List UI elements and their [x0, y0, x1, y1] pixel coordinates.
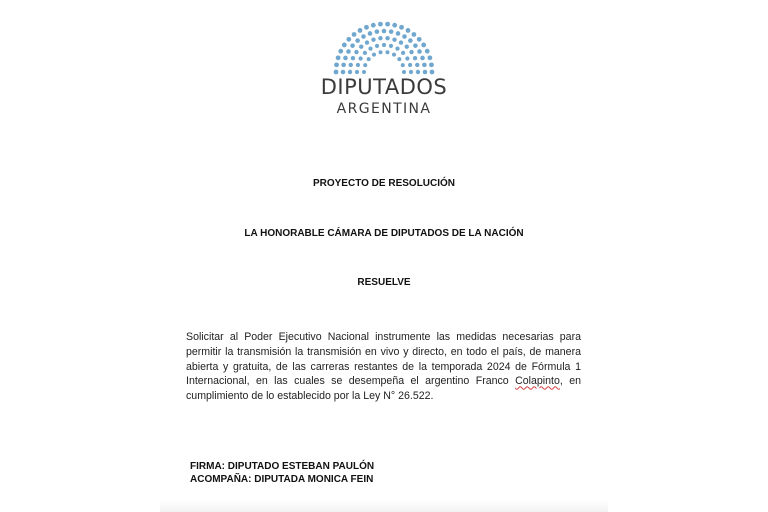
hemicycle-seat-dot [336, 55, 341, 60]
hemicycle-seat-dot [402, 70, 406, 74]
hemicycle-seat-dot [395, 47, 399, 51]
hemicycle-seat-dot [367, 57, 371, 61]
hemicycle-seat-dot [385, 22, 390, 27]
hemicycle-seat-dot [389, 29, 394, 34]
hemicycle-seat-dot [430, 70, 435, 75]
hemicycle-seat-dot [368, 47, 372, 51]
logo-subtitle: ARGENTINA [336, 101, 432, 117]
hemicycle-seat-dot [378, 22, 383, 27]
chamber-heading: LA HONORABLE CÁMARA DE DIPUTADOS DE LA NACIÓN [244, 228, 524, 239]
hemicycle-seat-dot [413, 56, 417, 60]
hemicycle-seat-dot [396, 31, 401, 36]
hemicycle-seat-dot [349, 63, 353, 67]
hemicycle-seat-dot [363, 63, 367, 67]
hemicycle-seat-dot [420, 56, 425, 61]
hemicycle-seat-dot [343, 56, 348, 61]
hemicycle-seat-dot [409, 50, 413, 54]
hemicycle-seat-dot [351, 56, 355, 60]
hemicycle-seat-dot [429, 62, 434, 67]
logo-title: DIPUTADOS [320, 75, 448, 99]
project-heading: PROYECTO DE RESOLUCIÓN [312, 178, 456, 189]
signature-acompana: ACOMPAÑA: DIPUTADA MONICA FEIN [190, 474, 374, 485]
hemicycle-seat-dot [363, 51, 367, 55]
hemicycle-seat-dot [385, 36, 389, 40]
hemicycle-seat-dot [417, 49, 422, 54]
hemicycle-seat-dot [423, 70, 428, 75]
hemicycle-seat-dot [412, 32, 417, 37]
hemicycle-seat-dot [355, 70, 359, 74]
hemicycle-seat-dot [399, 40, 403, 44]
hemicycle-seat-dot [401, 51, 405, 55]
hemicycle-seat-dot [371, 23, 376, 28]
hemicycle-seat-dot [375, 44, 379, 48]
hemicycle-seat-dot [408, 63, 412, 67]
hemicycle-seat-dot [352, 32, 357, 37]
hemicycle-seat-dot [341, 70, 346, 75]
hemicycle-seat-dot [378, 36, 382, 40]
hemicycle-seat-dot [379, 50, 383, 54]
hemicycle-seat-dot [392, 37, 396, 41]
hemicycle-seat-dot [421, 43, 426, 48]
hemicycle-seat-dot [334, 62, 339, 67]
hemicycle-seat-dot [342, 43, 347, 48]
hemicycle-seat-dot [405, 45, 409, 49]
hemicycle-seat-dot [346, 49, 351, 54]
hemicycle-seat-dot [415, 63, 419, 67]
hemicycle-seat-dot [389, 44, 393, 48]
hemicycle-seat-dot [409, 70, 413, 74]
hemicycle-seat-dot [375, 29, 380, 34]
hemicycle-seat-dot [397, 57, 401, 61]
hemicycle-seat-dot [371, 37, 375, 41]
hemicycle-seat-dot [405, 56, 409, 60]
hemicycle-seat-dot [355, 38, 360, 43]
hemicycle-seat-dot [359, 56, 363, 60]
body-text-after: , en cumplimiento de lo establecido por la Ley N° 26.522. [186, 375, 581, 403]
hemicycle-seat-dot [346, 37, 351, 42]
hemicycle-seat-dot [382, 29, 387, 34]
hemicycle-seat-dot [358, 28, 363, 33]
hemicycle-seat-dot [334, 70, 339, 75]
hemicycle-seat-dot [350, 43, 355, 48]
hemicycle-seat-dot [364, 25, 369, 30]
hemicycle-seat-dot [348, 70, 352, 74]
hemicycle-seat-dot [361, 34, 366, 39]
hemicycle-seat-dot [408, 38, 413, 43]
body-text-before: Solicitar al Poder Ejecutivo Nacional instrumente las medidas necesarias para permitir la transmisión la transmisión en vivo y directo, en todo el país, de manera abierta y gratuita, de las carreras restantes de la temporada 2024 de Fórmula 1 Internacional, en las cuales se desempeña el argentino Franco [186, 331, 581, 388]
hemicycle-seat-dot [372, 53, 376, 57]
hemicycle-icon [320, 18, 448, 78]
hemicycle-seat-dot [365, 40, 369, 44]
hemicycle-seat-dot [406, 28, 411, 33]
diputados-logo [320, 18, 448, 122]
hemicycle-seat-dot [392, 23, 397, 28]
hemicycle-seat-dot [341, 63, 346, 68]
hemicycle-seat-dot [416, 70, 420, 74]
hemicycle-seat-dot [399, 25, 404, 30]
signature-firma: FIRMA: DIPUTADO ESTEBAN PAULÓN [190, 461, 375, 472]
hemicycle-seat-dot [362, 70, 366, 74]
hemicycle-seat-dot [422, 63, 427, 68]
resolution-body [186, 330, 581, 404]
hemicycle-seat-dot [368, 31, 373, 36]
hemicycle-seat-dot [392, 53, 396, 57]
hemicycle-seat-dot [359, 45, 363, 49]
hemicycle-seat-dot [425, 49, 430, 54]
hemicycle-seat-dot [401, 63, 405, 67]
hemicycle-seat-dot [338, 49, 343, 54]
hemicycle-seat-dot [427, 55, 432, 60]
hemicycle-seat-dot [417, 37, 422, 42]
hemicycle-seat-dot [385, 50, 389, 54]
resolve-heading: RESUELVE [357, 277, 411, 288]
hemicycle-seat-dot [356, 63, 360, 67]
hemicycle-seat-dot [402, 34, 407, 39]
spellcheck-flagged-word: Colapinto [515, 375, 560, 388]
hemicycle-seat-dot [413, 43, 418, 48]
hemicycle-seat-dot [354, 50, 358, 54]
page-bottom-shadow [160, 500, 608, 512]
hemicycle-seat-dot [382, 43, 386, 47]
